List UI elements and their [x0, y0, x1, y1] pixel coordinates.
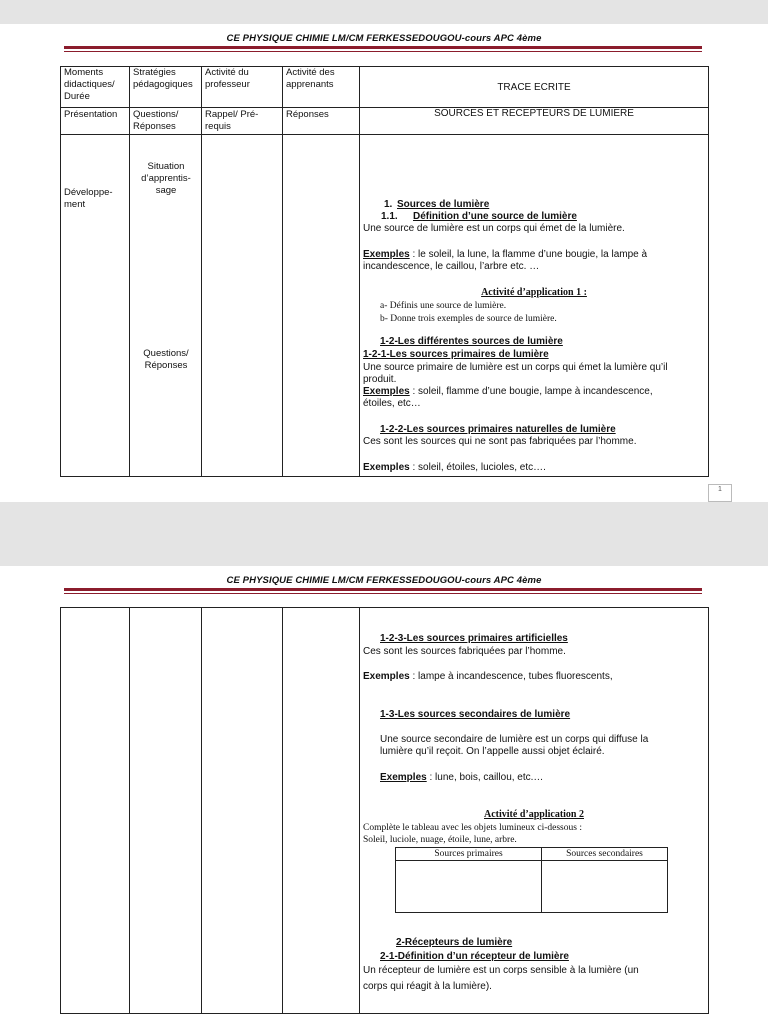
activite-1-item-b: b- Donne trois exemples de source de lumière.	[380, 314, 557, 324]
activite-2-instruction: Complète le tableau avec les objets lumineux ci-dessous :	[363, 823, 582, 833]
activite-1-item-a: a- Définis une source de lumière.	[380, 301, 507, 311]
header-rule	[64, 588, 702, 591]
page-2	[0, 566, 768, 1024]
table-border-top	[60, 607, 709, 608]
natural-definition: Ces sont les sources qui ne sont pas fabriquées par l’homme.	[363, 436, 637, 447]
examples-label: Exemples	[363, 249, 410, 260]
heading-1-2-2: 1-2-2-Les sources primaires naturelles de lumière	[380, 424, 616, 435]
examples-text: : soleil, flamme d’une bougie, lampe à incandescence,	[409, 386, 653, 397]
table-col-line	[201, 66, 202, 477]
table-col-line	[708, 607, 709, 1014]
header-rule	[64, 46, 702, 49]
table-col-line	[201, 607, 202, 1014]
header-rule-thin	[64, 51, 702, 52]
page-number-badge: 1	[708, 484, 732, 502]
heading-1-2: 1-2-Les différentes sources de lumière	[380, 336, 563, 347]
page-header: CE PHYSIQUE CHIMIE LM/CM FERKESSEDOUGOU-cours APC 4ème	[226, 575, 542, 586]
secondary-definition-1: Une source secondaire de lumière est un corps qui diffuse la	[380, 734, 649, 745]
mini-table-line	[395, 912, 668, 913]
mini-table-line	[395, 860, 668, 861]
table-col-line	[359, 66, 360, 477]
secondary-examples	[380, 772, 543, 784]
presentation-rappel: Rappel/ Pré-requis	[205, 109, 259, 132]
table-border-bottom	[60, 1013, 709, 1014]
examples-line-2: incandescence, le caillou, l’arbre etc. …	[363, 261, 540, 272]
head-strategies: Stratégies pédagogiques	[133, 67, 193, 90]
artificial-definition: Ces sont les sources fabriquées par l’homme.	[363, 646, 566, 657]
artificial-examples	[363, 671, 613, 683]
definition-text: Une source de lumière est un corps qui émet de la lumière.	[363, 223, 625, 234]
head-trace-ecrite: TRACE ECRITE	[497, 82, 571, 93]
heading-1-1: Définition d’une source de lumière	[413, 211, 577, 222]
examples-text: : lune, bois, caillou, etc.…	[426, 772, 544, 783]
table-col-line	[282, 66, 283, 477]
heading-2: 2-Récepteurs de lumière	[396, 937, 513, 948]
examples-text: : lampe à incandescence, tubes fluorescents,	[409, 671, 613, 682]
table-col-line	[60, 607, 61, 1014]
primary-examples-line-2: étoiles, etc…	[363, 398, 421, 409]
heading-1-3: 1-3-Les sources secondaires de lumière	[380, 709, 571, 720]
activite-1-title: Activité d’application 1 :	[481, 287, 587, 298]
receptor-definition-1: Un récepteur de lumière est un corps sensible à la lumière (un	[363, 965, 639, 976]
table-col-line	[282, 607, 283, 1014]
examples-label: Exemples	[380, 772, 427, 783]
examples-label: Exemples	[363, 462, 410, 473]
table-row-divider	[60, 134, 709, 135]
table-border-bottom	[60, 476, 709, 477]
situation-apprentissage: Situation d’apprentis-sage	[141, 161, 191, 196]
heading-1-2-3: 1-2-3-Les sources primaires artificielles	[380, 633, 568, 644]
heading-1-number: 1.	[384, 199, 393, 210]
mini-table-header-secondary: Sources secondaires	[566, 849, 643, 859]
table-col-line	[129, 607, 130, 1014]
heading-1-1-number: 1.1.	[381, 211, 398, 222]
developpement-label: Développe-ment	[64, 187, 113, 210]
receptor-definition-2: corps qui réagit à la lumière).	[363, 981, 492, 992]
primary-examples-line-1	[363, 386, 653, 398]
primary-definition-2: produit.	[363, 374, 397, 385]
examples-label: Exemples	[363, 671, 410, 682]
heading-1-2-1: 1-2-1-Les sources primaires de lumière	[363, 349, 549, 360]
head-moments: Moments didactiques/ Durée	[64, 67, 115, 102]
heading-1: Sources de lumière	[397, 199, 490, 210]
activite-2-title: Activité d’application 2	[484, 809, 584, 820]
examples-label: Exemples	[363, 386, 410, 397]
examples-line-1	[363, 249, 647, 261]
natural-examples	[363, 462, 546, 474]
examples-text: : le soleil, la lune, la flamme d’une bougie, la lampe à	[409, 249, 648, 260]
table-col-line	[708, 66, 709, 477]
lesson-title: SOURCES ET RECEPTEURS DE LUMIERE	[434, 108, 634, 119]
header-rule-thin	[64, 593, 702, 594]
presentation-strategie: Questions/ Réponses	[133, 109, 179, 132]
mini-table-line	[667, 847, 668, 913]
examples-text: : soleil, étoiles, lucioles, etc….	[409, 462, 546, 473]
questions-reponses: Questions/ Réponses	[143, 348, 189, 371]
primary-definition-1: Une source primaire de lumière est un corps qui émet la lumière qu’il	[363, 362, 668, 373]
presentation-reponses: Réponses	[286, 109, 329, 120]
head-activite-professeur: Activité du professeur	[205, 67, 250, 90]
page-1	[0, 24, 768, 502]
secondary-definition-2: lumière qu’il reçoit. On l’appelle aussi objet éclairé.	[380, 746, 605, 757]
presentation-label: Présentation	[64, 109, 118, 120]
heading-2-1: 2-1-Définition d’un récepteur de lumière	[380, 951, 569, 962]
activite-2-objects: Soleil, luciole, nuage, étoile, lune, arbre.	[363, 835, 517, 845]
page-header: CE PHYSIQUE CHIMIE LM/CM FERKESSEDOUGOU-cours APC 4ème	[226, 33, 542, 44]
table-col-line	[129, 66, 130, 477]
head-activite-apprenants: Activité des apprenants	[286, 67, 335, 90]
table-col-line	[60, 66, 61, 477]
mini-table-header-primary: Sources primaires	[434, 849, 503, 859]
